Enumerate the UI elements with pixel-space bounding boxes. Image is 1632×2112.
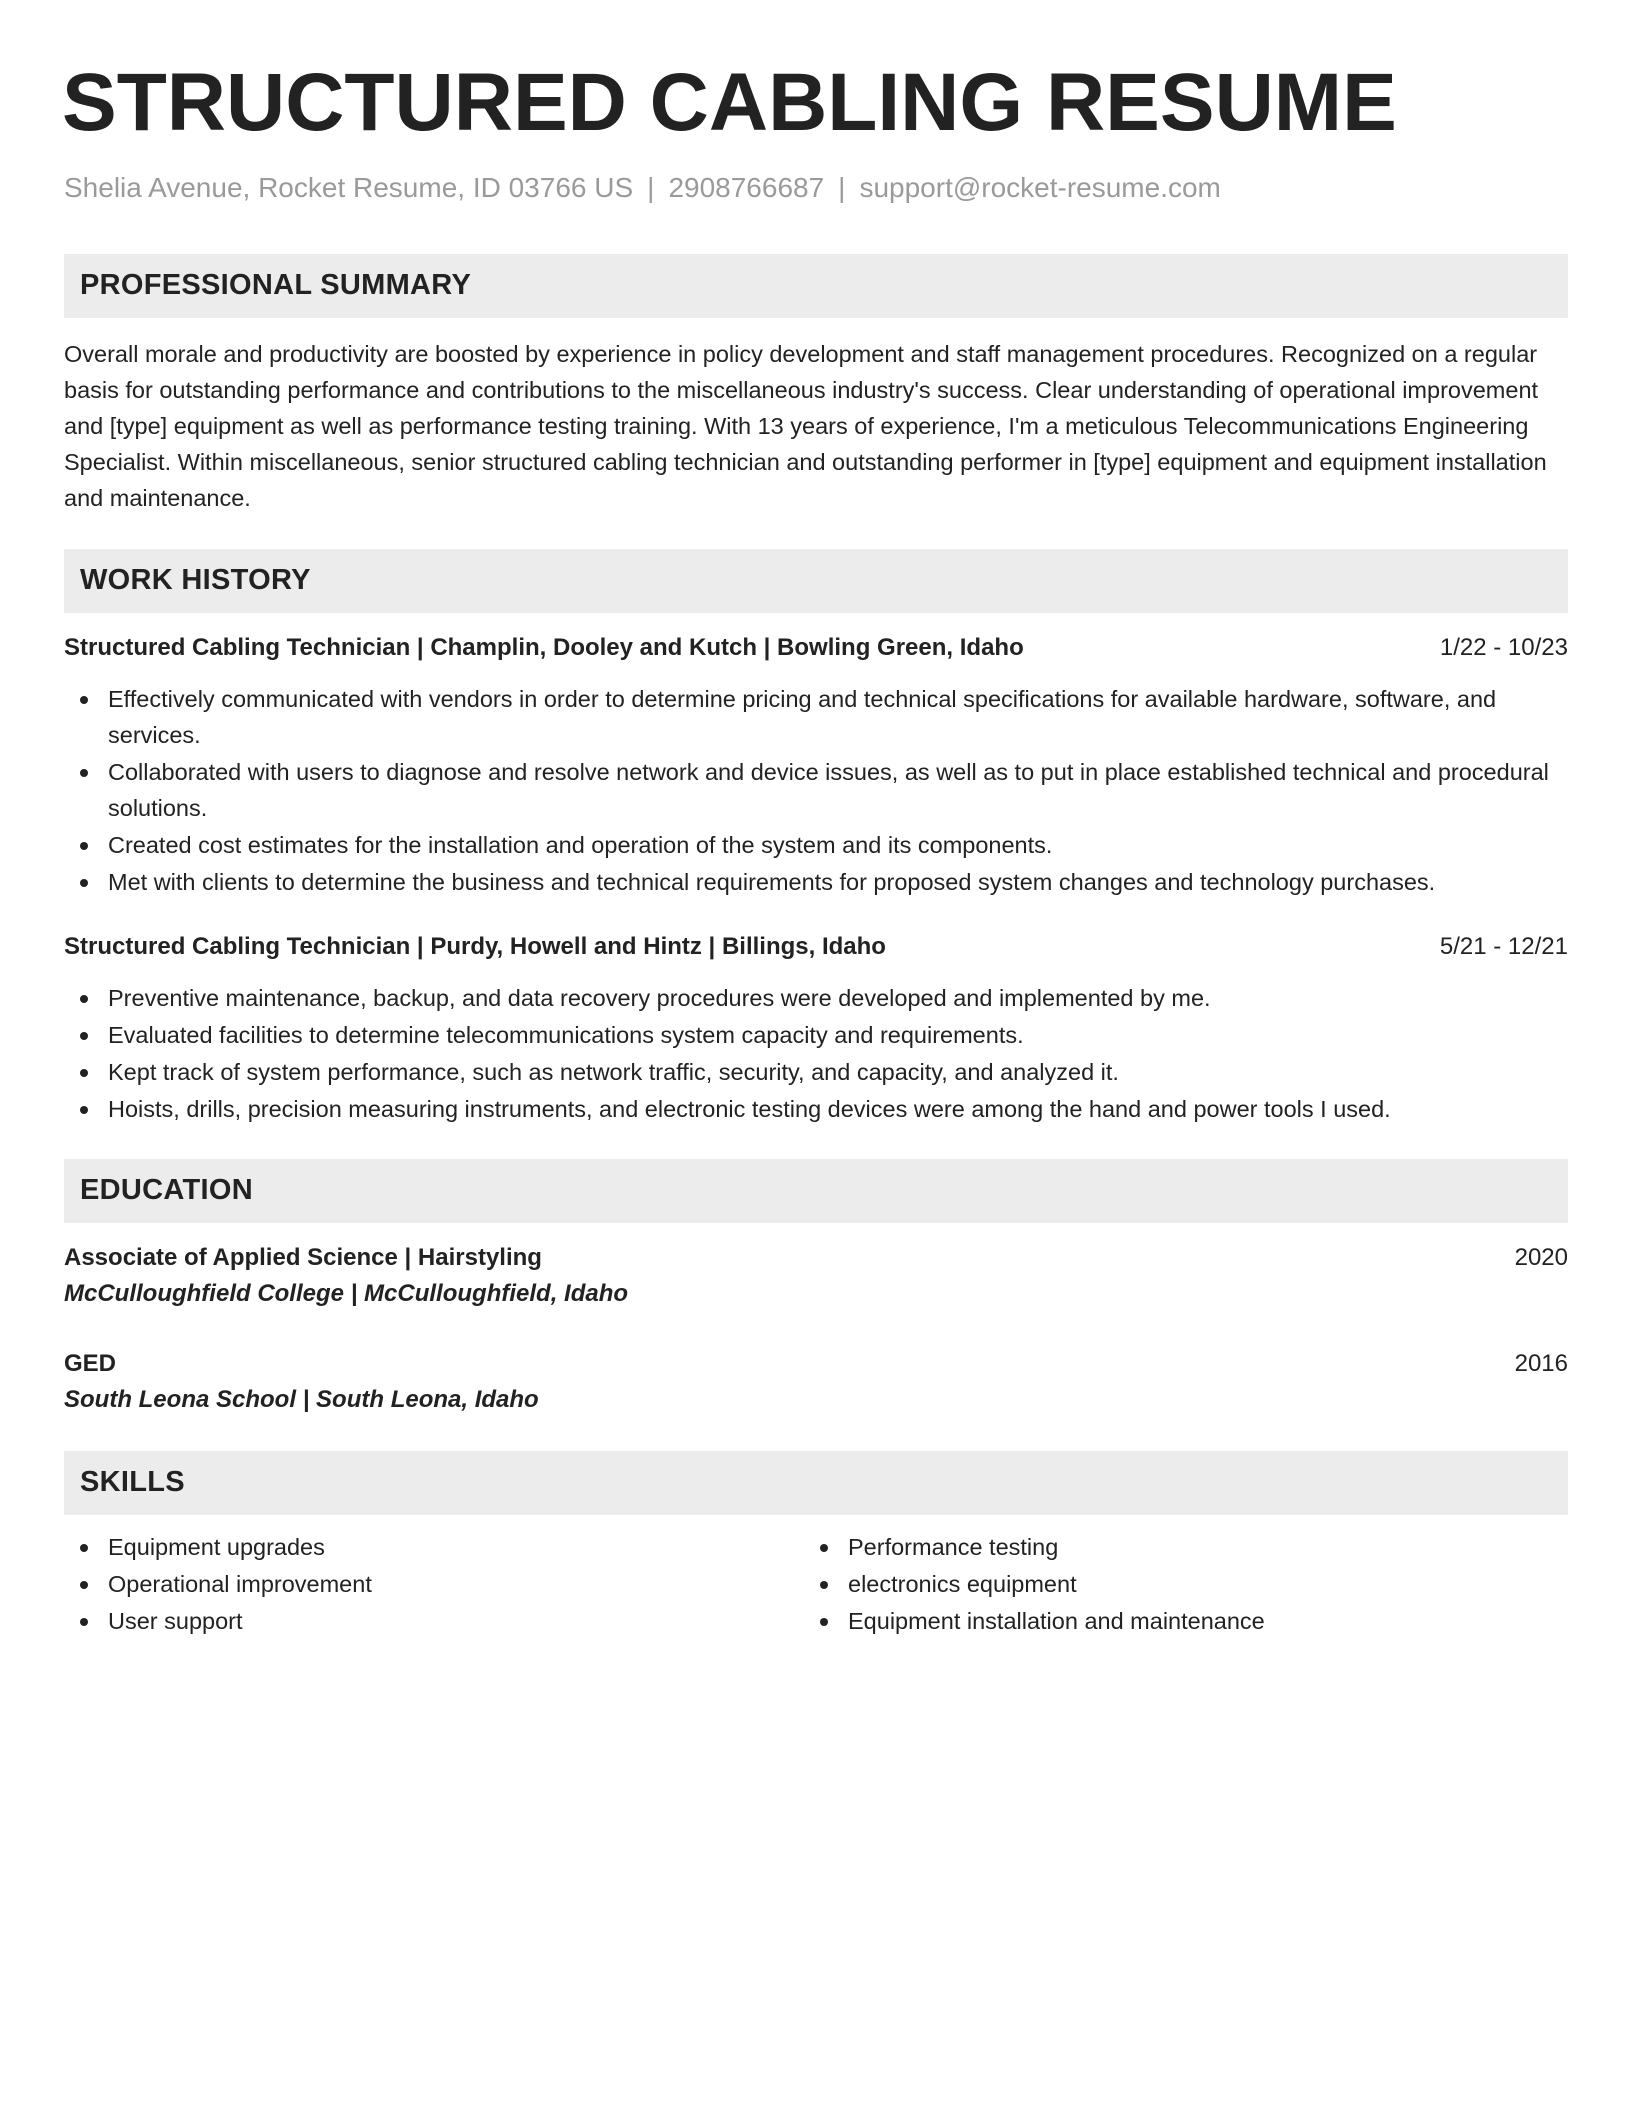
education-entry — [64, 1347, 1568, 1419]
job-dates: 5/21 - 12/21 — [1439, 932, 1568, 960]
contact-line — [64, 171, 1568, 205]
education-year: 2020 — [1514, 1243, 1568, 1271]
job-bullet: Kept track of system performance, such as network traffic, security, and capacity, and analyzed it. — [64, 1054, 1568, 1090]
job-heading: Structured Cabling Technician | Champlin, Dooley and Kutch | Bowling Green, Idaho — [64, 633, 1024, 661]
skill-item: User support — [64, 1603, 804, 1639]
education-entry — [64, 1241, 1568, 1313]
skills-columns — [64, 1529, 1568, 1640]
job-bullet: Effectively communicated with vendors in order to determine pricing and technical specifications for available hardware, software, and services. — [64, 681, 1568, 753]
job-bullet: Hoists, drills, precision measuring instruments, and electronic testing devices were among the hand and power tools I used. — [64, 1091, 1568, 1127]
skills-list-right — [804, 1529, 1544, 1640]
summary-section-title: PROFESSIONAL SUMMARY — [80, 269, 472, 302]
summary-section-header — [64, 254, 1568, 318]
skill-item: Operational improvement — [64, 1566, 804, 1602]
job-bullet: Met with clients to determine the business and technical requirements for proposed system changes and technology purchases. — [64, 864, 1568, 900]
education-year: 2016 — [1514, 1349, 1568, 1377]
skill-item: Equipment installation and maintenance — [804, 1603, 1544, 1639]
education-section-title: EDUCATION — [80, 1174, 253, 1207]
work-section-header — [64, 549, 1568, 613]
skill-item: Performance testing — [804, 1529, 1544, 1565]
resume-title: STRUCTURED CABLING RESUME — [62, 57, 1397, 148]
contact-address: Shelia Avenue, Rocket Resume, ID 03766 US — [64, 172, 634, 203]
job-heading: Structured Cabling Technician | Purdy, Howell and Hintz | Billings, Idaho — [64, 932, 886, 960]
contact-separator: | — [838, 172, 846, 203]
education-school: South Leona School | South Leona, Idaho — [64, 1385, 539, 1413]
education-degree: GED — [64, 1349, 117, 1377]
job-dates: 1/22 - 10/23 — [1439, 633, 1568, 661]
skills-section-header — [64, 1451, 1568, 1515]
job-heading-row — [64, 930, 1568, 964]
job-heading-row — [64, 631, 1568, 665]
contact-phone: 2908766687 — [668, 172, 825, 203]
job-bullet-list — [64, 980, 1568, 1127]
skill-item: electronics equipment — [804, 1566, 1544, 1602]
skill-item: Equipment upgrades — [64, 1529, 804, 1565]
education-heading-row — [64, 1241, 1568, 1275]
job-bullet: Preventive maintenance, backup, and data recovery procedures were developed and implemented by me. — [64, 980, 1568, 1016]
job-bullet: Created cost estimates for the installation and operation of the system and its components. — [64, 827, 1568, 863]
contact-email: support@rocket-resume.com — [859, 172, 1221, 203]
job-bullet: Collaborated with users to diagnose and resolve network and device issues, as well as to put in place established technical and procedural solutions. — [64, 754, 1568, 826]
job-bullet: Evaluated facilities to determine telecommunications system capacity and requirements. — [64, 1017, 1568, 1053]
education-heading-row — [64, 1347, 1568, 1381]
job-bullet-list — [64, 681, 1568, 900]
job-entry — [64, 631, 1568, 900]
education-school: McCulloughfield College | McCulloughfield, Idaho — [64, 1279, 629, 1307]
skills-list-left — [64, 1529, 804, 1640]
education-degree: Associate of Applied Science | Hairstyling — [64, 1243, 542, 1271]
contact-separator: | — [647, 172, 655, 203]
summary-text: Overall morale and productivity are boosted by experience in policy development and staff management procedures. Recognized on a regular basis for outstanding performance and contributions to the miscellaneous industry's success. Clear understanding of operational improvement and [type] equipment as well as performance testing training. With 13 years of experience, I'm a meticulous Telecommunications Engineering Specialist. Within miscellaneous, senior structured cabling technician and outstanding performer in [type] equipment and equipment installation and maintenance. — [64, 340, 1547, 511]
skills-section-title: SKILLS — [80, 1466, 185, 1499]
work-section-title: WORK HISTORY — [80, 564, 311, 597]
job-entry — [64, 930, 1568, 1127]
education-section-header — [64, 1159, 1568, 1223]
